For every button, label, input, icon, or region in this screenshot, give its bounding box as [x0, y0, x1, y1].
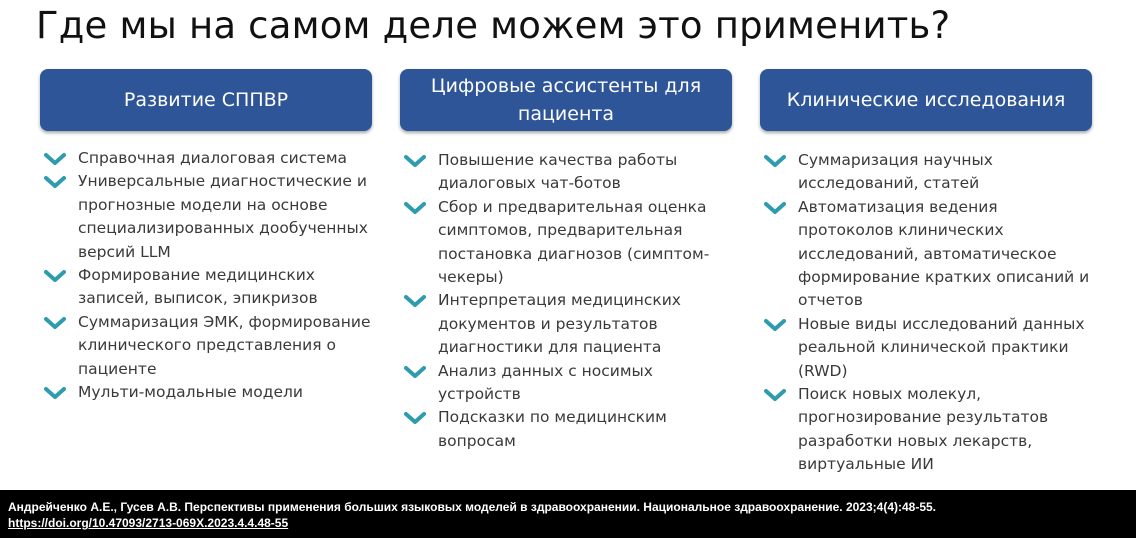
list-item: [40, 264, 372, 311]
list-item-text: Подсказки по медицинским вопросам: [438, 408, 667, 450]
list-item-text: Суммаризация ЭМК, формирование клинического представления о пациенте: [78, 312, 371, 378]
list-item: [40, 147, 372, 170]
list-item: [760, 313, 1092, 383]
list-item: [40, 311, 372, 381]
list-item: [40, 170, 372, 264]
list-item: [400, 149, 732, 196]
bullet-list: [40, 147, 372, 404]
list-item-text: Формирование медицинских записей, выписок, эпикризов: [78, 266, 318, 308]
list-item: [400, 406, 732, 453]
list-item: [760, 383, 1092, 477]
list-item: [40, 381, 372, 404]
column-header: Цифровые ассистенты для пациента: [400, 69, 732, 131]
check-icon: [404, 201, 426, 215]
check-icon: [764, 318, 786, 332]
check-icon: [44, 152, 66, 166]
column-cdss: [40, 69, 372, 404]
doi-link[interactable]: https://doi.org/10.47093/2713-069X.2023.4.4.48-55: [8, 516, 289, 530]
list-item-text: Поиск новых молекул, прогнозирование результатов разработки новых лекарств, виртуальные ИИ: [798, 385, 1049, 474]
bullet-list: [400, 149, 732, 453]
citation-footer: [0, 490, 1136, 538]
slide-title: Где мы на самом деле можем это применить?: [36, 4, 951, 47]
list-item-text: Повышение качества работы диалоговых чат-ботов: [438, 151, 678, 193]
column-digital-assistants: [400, 69, 732, 453]
list-item-text: Интерпретация медицинских документов и результатов диагностики для пациента: [438, 291, 681, 357]
list-item: [400, 289, 732, 359]
list-item: [400, 360, 732, 407]
list-item-text: Справочная диалоговая система: [78, 149, 348, 167]
bullet-list: [760, 149, 1092, 477]
list-item-text: Сбор и предварительная оценка симптомов, предварительная постановка диагнозов (симптом-чекеры): [438, 197, 710, 287]
check-icon: [764, 201, 786, 215]
list-item-text: Универсальные диагностические и прогнозные модели на основе специализированных дообученных версий LLM: [78, 172, 368, 261]
check-icon: [764, 388, 786, 402]
list-item-text: Новые виды исследований данных реальной клинической практики (RWD): [798, 314, 1085, 380]
list-item-text: Анализ данных с носимых устройств: [438, 361, 653, 404]
check-icon: [404, 294, 426, 308]
check-icon: [44, 269, 66, 283]
list-item: [760, 149, 1092, 196]
check-icon: [44, 175, 66, 189]
list-item-text: Автоматизация ведения протоколов клинических исследований, автоматическое формирование кратких описаний и отчетов: [798, 197, 1090, 310]
check-icon: [764, 154, 786, 168]
citation-text: Андрейченко А.Е., Гусев А.В. Перспективы применения больших языковых моделей в здравоохранении. Национальное здравоохранение. 2023;4(4):48-55.: [8, 500, 937, 514]
list-item-text: Суммаризация научных исследований, статей: [798, 151, 993, 193]
check-icon: [404, 411, 426, 425]
check-icon: [404, 365, 426, 379]
column-header: Клинические исследования: [760, 69, 1092, 131]
list-item: [760, 196, 1092, 313]
list-item: [400, 196, 732, 290]
check-icon: [44, 316, 66, 330]
list-item-text: Мульти-модальные модели: [78, 383, 303, 402]
column-clinical-research: [760, 69, 1092, 477]
check-icon: [404, 154, 426, 168]
column-header: Развитие СППВР: [40, 69, 372, 131]
check-icon: [44, 386, 66, 400]
